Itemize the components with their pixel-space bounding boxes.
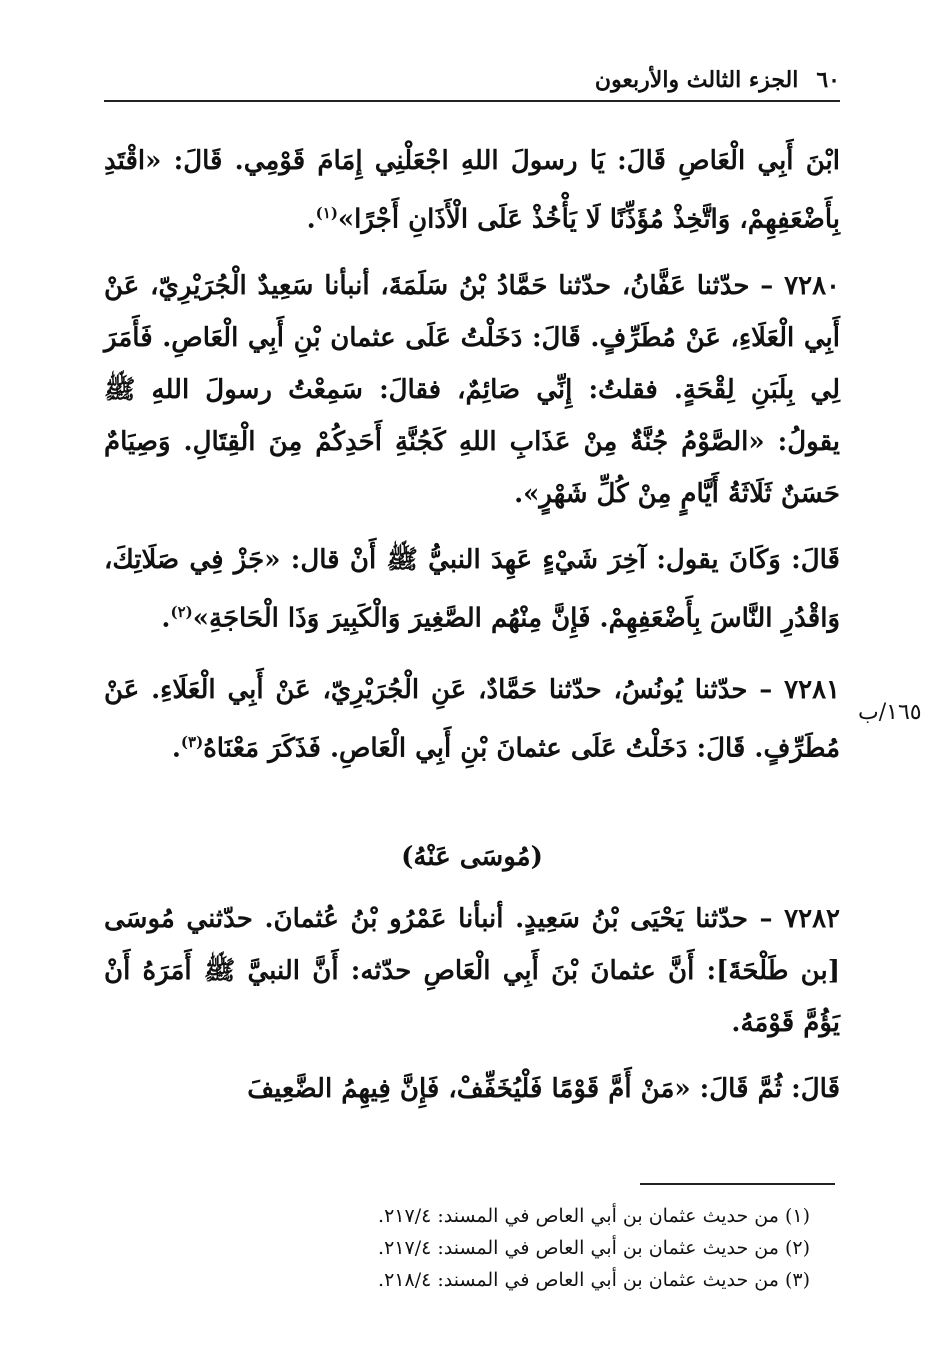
paragraph-hadith-7282: ٧٢٨٢ – حدّثنا يَحْيَى بْنُ سَعِيدٍ. أنبأنا عَمْرُو بْنُ عُثمانَ. حدّثني مُوسَى [بن طَلْحَةَ]: أَنَّ عثمانَ بْنَ أَبِي الْعَاصِ حدّثه: أَنَّ النبيَّ ﷺ أَمَرَهُ أَنْ يَؤُمَّ قَوْمَهُ.: [104, 903, 840, 1038]
paragraph-text: ٧٢٨١ – حدّثنا يُونُسُ، حدّثنا حَمَّادٌ، عَنِ الْجُرَيْرِيّ، عَنْ أَبِي الْعَلَاءِ. عَنْ مُطَرِّفٍ. قَالَ: دَخَلْتُ عَلَى عثمانَ بْنِ أَبِي الْعَاصِ. فَذَكَرَ مَعْنَاهُ: [104, 675, 840, 764]
footnote-3: (٣) من حديث عثمان بن أبي العاص في المسند: ٢١٨/٤.: [378, 1269, 810, 1291]
footnotes: [210, 1200, 810, 1296]
header-title: الجزء الثالث والأربعون: [594, 67, 799, 93]
footnote-marker: (١): [315, 204, 338, 222]
footnote-marker: (٣): [180, 733, 204, 752]
footnote-marker: (٢): [170, 602, 193, 621]
paragraph-text: قَالَ: وَكَانَ يقول: آخِرَ شَيْءٍ عَهِدَ النبيُّ ﷺ أَنْ قال: «جَزْ فِي صَلَاتِكَ، وَاقْدُرِ النَّاسَ بِأَضْعَفِهِمْ. فَإِنَّ مِنْهُم الصَّغِيرَ وَالْكَبِيرَ وَذَا الْحَاجَةِ»: [104, 544, 840, 634]
running-header: [104, 60, 840, 102]
paragraph-hadith-7281: ٧٢٨١ – حدّثنا يُونُسُ، حدّثنا حَمَّادٌ، عَنِ الْجُرَيْرِيّ، عَنْ أَبِي الْعَلَاءِ. عَنْ مُطَرِّفٍ. قَالَ: دَخَلْتُ عَلَى عثمانَ بْنِ أَبِي الْعَاصِ. فَذَكَرَ مَعْنَاهُ$^{(٣)}$.: [104, 675, 840, 764]
paragraph-intro: ابْنَ أَبِي الْعَاصِ قَالَ: يَا رسولَ اللهِ اجْعَلْنِي إِمَامَ قَوْمِي. قَالَ: «اقْتَدِ بِأَضْعَفِهِمْ، وَاتَّخِذْ مُؤَذِّنًا لَا يَأْخُذْ عَلَى الْأَذَانِ أَجْرًا»$^{(١)}$.: [104, 146, 840, 235]
page-number: ٦٠: [816, 67, 840, 93]
main-text: [104, 135, 840, 1129]
paragraph-text: ابْنَ أَبِي الْعَاصِ قَالَ: يَا رسولَ اللهِ اجْعَلْنِي إِمَامَ قَوْمِي. قَالَ: «اقْتَدِ بِأَضْعَفِهِمْ، وَاتَّخِذْ مُؤَذِّنًا لَا يَأْخُذْ عَلَى الْأَذَانِ أَجْرًا»: [104, 146, 840, 235]
footnote-divider: [640, 1183, 835, 1185]
margin-note: ١٦٥/ب: [858, 700, 922, 725]
paragraph-continuation: قَالَ: وَكَانَ يقول: آخِرَ شَيْءٍ عَهِدَ النبيُّ ﷺ أَنْ قال: «جَزْ فِي صَلَاتِكَ، وَاقْدُرِ النَّاسَ بِأَضْعَفِهِمْ. فَإِنَّ مِنْهُم الصَّغِيرَ وَالْكَبِيرَ وَذَا الْحَاجَةِ»$^{(٢)}$.: [104, 544, 840, 634]
paragraph-closing: قَالَ: ثُمَّ قَالَ: «مَنْ أَمَّ قَوْمًا فَلْيُخَفِّفْ، فَإِنَّ فِيهِمُ الضَّعِيفَ: [247, 1073, 840, 1104]
section-title: (مُوسَى عَنْهُ): [401, 841, 543, 872]
footnote-1: (١) من حديث عثمان بن أبي العاص في المسند: ٢١٧/٤.: [378, 1205, 810, 1227]
footnote-2: (٢) من حديث عثمان بن أبي العاص في المسند: ٢١٧/٤.: [378, 1237, 810, 1259]
paragraph-hadith-7280: ٧٢٨٠ – حدّثنا عَفَّانُ، حدّثنا حَمَّادُ بْنُ سَلَمَةَ، أنبأنا سَعِيدٌ الْجُرَيْرِيّ، عَنْ أَبِي الْعَلَاءِ، عَنْ مُطَرِّفٍ. قَالَ: دَخَلْتُ عَلَى عثمان بْنِ أَبِي الْعَاصِ. فَأَمَرَ لِي بِلَبَنِ لِقْحَةٍ. فقلتُ: إِنِّي صَائِمٌ، فقالَ: سَمِعْتُ رسولَ اللهِ ﷺ يقولُ: «الصَّوْمُ جُنَّةٌ مِنْ عَذَابِ اللهِ كَجُنَّةِ أَحَدِكُمْ مِنَ الْقِتَالِ. وَصِيَامٌ حَسَنٌ ثَلَاثَةُ أَيَّامٍ مِنْ كُلِّ شَهْرٍ».: [104, 270, 840, 509]
